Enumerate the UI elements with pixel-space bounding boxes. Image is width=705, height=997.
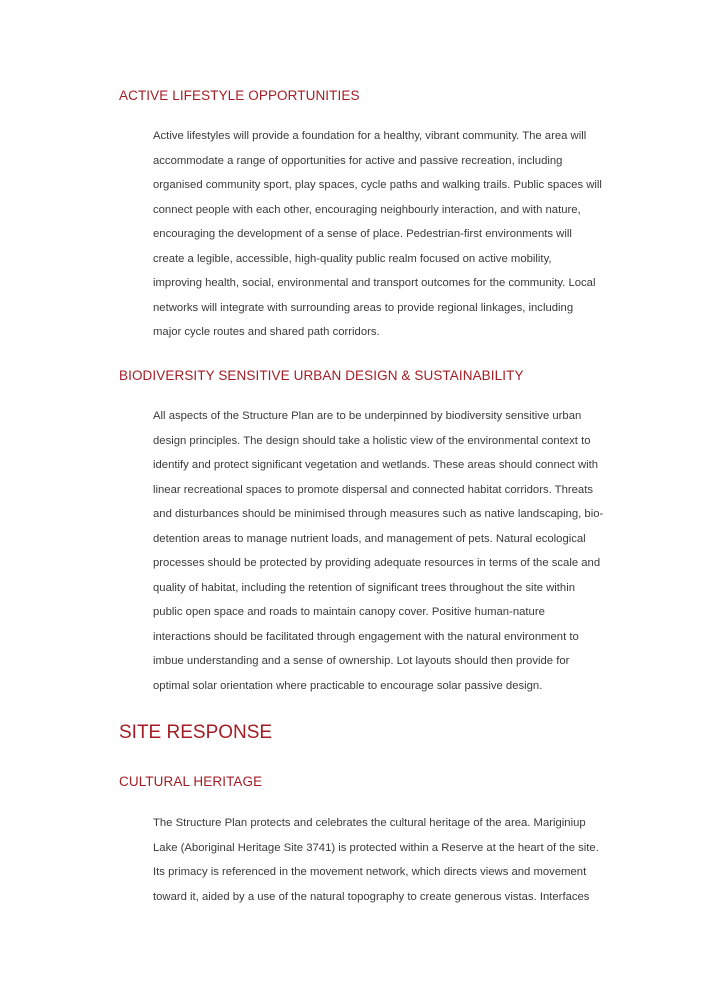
paragraph-line: processes should be protected by providing adequate resources in terms of the scale and (153, 557, 601, 569)
biodiversity-heading: BIODIVERSITY SENSITIVE URBAN DESIGN & SUSTAINABILITY (119, 368, 524, 383)
cultural-heritage-heading: CULTURAL HERITAGE (119, 774, 263, 789)
paragraph-line: networks will integrate with surrounding areas to provide regional linkages, including (153, 301, 574, 314)
paragraph-line: optimal solar orientation where practicable to encourage solar passive design. (153, 679, 543, 692)
paragraph-line: connect people with each other, encouraging neighbourly interaction, and with nature, (153, 203, 581, 216)
paragraph-line: accommodate a range of opportunities for active and passive recreation, including (153, 154, 563, 167)
paragraph-line: major cycle routes and shared path corridors. (153, 326, 380, 338)
cultural-heritage-paragraph (153, 811, 633, 909)
paragraph-line: public open space and roads to maintain canopy cover. Positive human-nature (153, 606, 545, 618)
paragraph-line: detention areas to manage nutrient loads, and management of pets. Natural ecological (153, 532, 586, 545)
site-response-heading: SITE RESPONSE (119, 722, 273, 743)
biodiversity-paragraph (153, 404, 633, 698)
paragraph-line: imbue understanding and a sense of ownership. Lot layouts should then provide for (153, 655, 570, 667)
paragraph-line: quality of habitat, including the retention of significant trees throughout the site within (153, 581, 576, 594)
paragraph-line: design principles. The design should take a holistic view of the environmental context to (153, 434, 591, 447)
paragraph-line: organised community sport, play spaces, cycle paths and walking trails. Public spaces will (153, 179, 602, 191)
active-lifestyle-heading: ACTIVE LIFESTYLE OPPORTUNITIES (119, 88, 360, 103)
paragraph-line: Its primacy is referenced in the movement network, which directs views and movement (153, 866, 587, 878)
paragraph-line: toward it, aided by a use of the natural topography to create generous vistas. Interfaces (153, 890, 590, 903)
paragraph-line: The Structure Plan protects and celebrates the cultural heritage of the area. Mariginiup (153, 817, 586, 829)
paragraph-line: identify and protect significant vegetation and wetlands. These areas should connect with (153, 459, 599, 471)
paragraph-line: Active lifestyles will provide a foundation for a healthy, vibrant community. The area will (153, 130, 587, 142)
paragraph-line: encouraging the development of a sense of place. Pedestrian-first environments will (153, 228, 572, 240)
paragraph-line: interactions should be facilitated through engagement with the natural environment to (153, 630, 579, 643)
paragraph-line: improving health, social, environmental and transport outcomes for the community. Local (153, 277, 596, 289)
paragraph-line: Lake (Aboriginal Heritage Site 3741) is protected within a Reserve at the heart of the site. (153, 841, 599, 854)
paragraph-line: create a legible, accessible, high-quality public realm focused on active mobility, (153, 252, 552, 265)
paragraph-line: All aspects of the Structure Plan are to be underpinned by biodiversity sensitive urban (153, 410, 582, 422)
paragraph-line: and disturbances should be minimised through measures such as native landscaping, bio- (153, 508, 604, 520)
active-lifestyle-paragraph (153, 124, 633, 345)
paragraph-line: linear recreational spaces to promote dispersal and connected habitat corridors. Threats (153, 483, 593, 496)
